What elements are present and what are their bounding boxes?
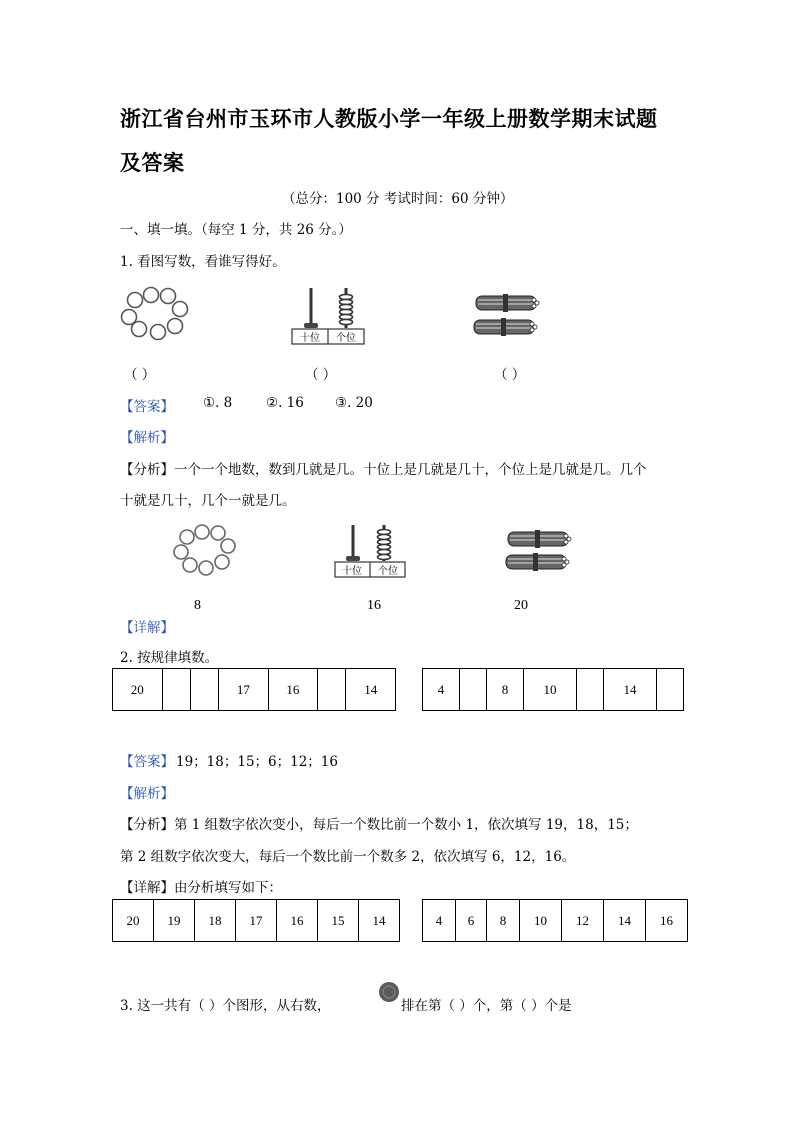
sequence-table-2 [422,668,684,711]
question-3-part2: 排在第（ ）个，第（ ）个是 [401,998,572,1014]
caption-abacus: 16 [367,598,381,613]
question-1: 1. 看图写数，看谁写得好。 [120,254,286,270]
filled-sequence-cell: 4 [423,900,456,942]
filled-sequence-cell: 16 [646,900,688,942]
circles-figure [118,284,194,344]
circles-figure-solution [172,522,238,580]
section-heading: 一、填一填。（每空 1 分，共 26 分。） [120,222,352,238]
filled-sequence-cell: 19 [154,900,195,942]
answer-tag: 【答案】 [120,399,174,415]
detail-tag: 【详解】 [120,620,174,636]
analysis-text-2-line2: 第 2 组数字依次变大，每后一个数比前一个数多 2，依次填写 6，12，16。 [120,849,576,865]
filled-sequence-cell: 10 [520,900,562,942]
abacus-ones-label-solution: 个位 [378,566,398,577]
sequence-cell: 20 [113,669,163,711]
filled-sequence-cell: 15 [318,900,359,942]
filled-sequence-cell: 12 [562,900,604,942]
answer-text-2: 19；18；15；6；12；16 [176,754,338,770]
question-3-part1: 3. 这一共有（ ）个图形，从右数， [120,998,331,1014]
analysis-text-2-line1: 【分析】第 1 组数字依次变小，每后一个数比前一个数小 1，依次填写 19，18，15； [120,817,638,833]
filled-sequence-cell: 20 [113,900,154,942]
filled-sequence-cell: 16 [277,900,318,942]
abacus-tens-label-solution: 十位 [342,566,362,577]
sequence-blank-cell[interactable] [460,669,487,711]
gray-circle-icon [378,981,400,1003]
sequence-cell: 14 [346,669,396,711]
filled-sequence-cell: 18 [195,900,236,942]
detail-text-2: 【详解】由分析填写如下： [120,880,282,896]
abacus-figure [290,286,366,348]
answer-value-2: ②. 16 [266,395,304,411]
page-title-line2: 及答案 [120,150,185,175]
sequence-table-1 [112,668,396,711]
filled-sequence-cell: 14 [604,900,646,942]
sequence-blank-cell[interactable] [190,669,218,711]
sequence-cell: 16 [268,669,318,711]
exam-info: （总分：100 分 考试时间：60 分钟） [282,191,514,207]
sequence-blank-cell[interactable] [162,669,190,711]
filled-sequence-table-2 [422,899,688,942]
caption-circles: 8 [194,598,201,613]
sequence-blank-cell[interactable] [657,669,684,711]
analysis-tag: 【解析】 [120,430,174,446]
answer-blank-1[interactable]: （ ） [124,367,156,383]
sequence-cell: 4 [423,669,460,711]
sequence-cell: 8 [487,669,524,711]
analysis-text-line2: 十就是几十，几个一就是几。 [120,493,296,509]
analysis-tag-2: 【解析】 [120,786,174,802]
answer-blank-3[interactable]: （ ） [494,367,526,383]
question-2: 2. 按规律填数。 [120,650,219,666]
sequence-cell: 10 [524,669,577,711]
stick-bundles-figure-solution [500,528,576,580]
sequence-cell: 14 [604,669,657,711]
filled-sequence-cell: 14 [359,900,400,942]
stick-bundles-figure [470,292,546,344]
abacus-figure-solution [334,523,410,581]
filled-sequence-table-1 [112,899,400,942]
filled-sequence-cell: 6 [456,900,487,942]
abacus-ones-label: 个位 [336,333,356,344]
filled-sequence-cell: 17 [236,900,277,942]
answer-value-3: ③. 20 [335,395,373,411]
answer-tag-2: 【答案】 [120,754,174,770]
answer-blank-2[interactable]: （ ） [305,367,337,383]
page-title: 浙江省台州市玉环市人教版小学一年级上册数学期末试题 [120,106,658,131]
sequence-cell: 17 [219,669,269,711]
sequence-blank-cell[interactable] [318,669,346,711]
caption-sticks: 20 [514,598,528,613]
sequence-blank-cell[interactable] [577,669,604,711]
answer-value-1: ①. 8 [203,395,233,411]
analysis-text-line1: 【分析】一个一个地数，数到几就是几。十位上是几就是几十，个位上是几就是几。几个 [120,462,647,478]
abacus-tens-label: 十位 [300,333,320,344]
filled-sequence-cell: 8 [487,900,520,942]
